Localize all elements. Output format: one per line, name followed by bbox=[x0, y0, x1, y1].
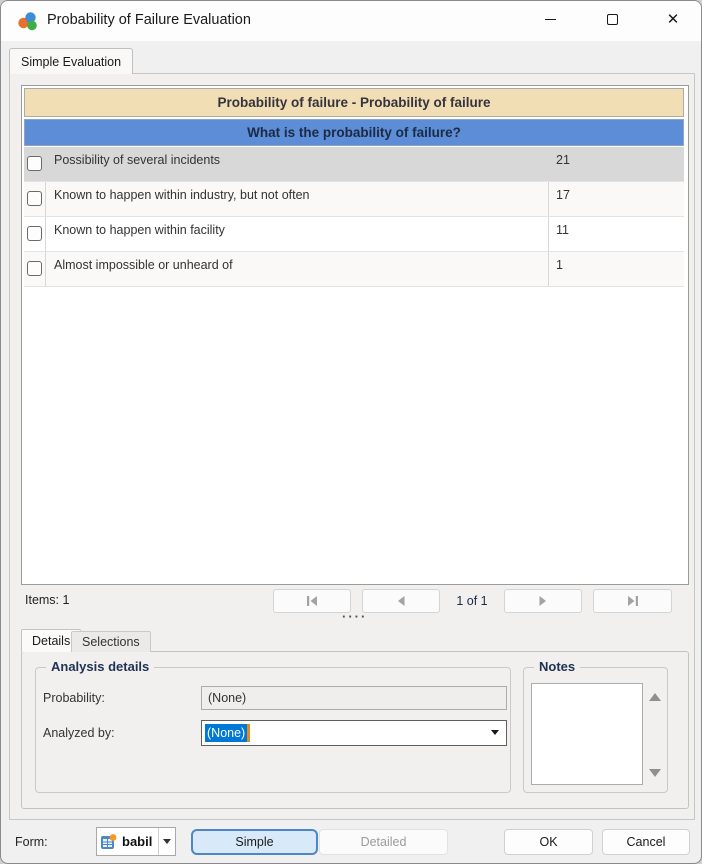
form-user-dropdown[interactable] bbox=[96, 827, 176, 856]
tab-simple-evaluation[interactable] bbox=[9, 48, 133, 74]
scroll-down-icon[interactable] bbox=[649, 769, 661, 777]
detailed-mode-button[interactable] bbox=[319, 829, 448, 855]
title-bar bbox=[1, 1, 702, 41]
question-header: What is the probability of failure? bbox=[24, 119, 684, 146]
row-value: 11 bbox=[548, 217, 684, 251]
maximize-button[interactable] bbox=[590, 3, 634, 35]
last-page-icon bbox=[626, 595, 640, 607]
splitter-handle[interactable]: ···· bbox=[342, 609, 368, 624]
close-icon: ✕ bbox=[666, 10, 680, 28]
form-grid-icon bbox=[100, 833, 118, 851]
scroll-up-icon[interactable] bbox=[649, 693, 661, 701]
probability-label: Probability: bbox=[43, 691, 105, 705]
analyzed-by-selected-value: (None) bbox=[207, 726, 246, 740]
form-label: Form: bbox=[15, 835, 48, 849]
ok-label: OK bbox=[539, 835, 558, 849]
chevron-down-icon bbox=[163, 839, 171, 844]
checkbox-cell bbox=[24, 252, 46, 286]
simple-mode-button[interactable] bbox=[191, 829, 318, 855]
analyzed-by-label: Analyzed by: bbox=[43, 726, 115, 740]
tab-selections-label: Selections bbox=[82, 635, 140, 649]
question-rows bbox=[24, 147, 684, 287]
form-user-name: babil bbox=[122, 834, 153, 849]
row-checkbox[interactable] bbox=[27, 191, 42, 206]
row-value: 21 bbox=[548, 147, 684, 181]
tab-simple-evaluation-label: Simple Evaluation bbox=[21, 54, 122, 69]
chevron-down-icon[interactable] bbox=[491, 730, 499, 735]
checkbox-cell bbox=[24, 217, 46, 251]
row-label: Almost impossible or unheard of bbox=[54, 258, 233, 272]
notes-textarea[interactable] bbox=[531, 683, 643, 785]
minimize-icon bbox=[545, 19, 556, 20]
analysis-details-group-title: Analysis details bbox=[46, 659, 154, 674]
row-value: 17 bbox=[548, 182, 684, 216]
row-checkbox[interactable] bbox=[27, 156, 42, 171]
row-label: Possibility of several incidents bbox=[54, 153, 221, 167]
probability-field: (None) bbox=[201, 686, 507, 710]
table-row[interactable] bbox=[24, 182, 684, 217]
checkbox-cell bbox=[24, 182, 46, 216]
table-row[interactable] bbox=[24, 217, 684, 252]
cancel-label: Cancel bbox=[626, 835, 666, 849]
detailed-mode-label: Detailed bbox=[360, 835, 407, 849]
simple-mode-label: Simple bbox=[235, 835, 274, 849]
row-value: 1 bbox=[548, 252, 684, 286]
question-table bbox=[21, 85, 689, 585]
close-button[interactable] bbox=[651, 3, 695, 35]
analyzed-by-combobox[interactable] bbox=[201, 720, 507, 746]
first-page-button[interactable] bbox=[273, 589, 351, 613]
checkbox-cell bbox=[24, 147, 46, 181]
minimize-button[interactable] bbox=[528, 3, 572, 35]
tab-details-label: Details bbox=[32, 634, 71, 648]
question-table-title: Probability of failure - Probability of failure bbox=[24, 88, 684, 117]
items-count-label: Items: 1 bbox=[25, 593, 70, 607]
row-label: Known to happen within industry, but not often bbox=[54, 188, 310, 202]
app-icon bbox=[17, 10, 39, 32]
text-caret bbox=[247, 724, 250, 742]
notes-group-title: Notes bbox=[534, 659, 580, 674]
next-page-button[interactable] bbox=[504, 589, 582, 613]
table-row[interactable] bbox=[24, 147, 684, 182]
previous-page-icon bbox=[395, 595, 407, 607]
last-page-button[interactable] bbox=[593, 589, 672, 613]
tab-selections[interactable] bbox=[71, 631, 151, 652]
page-indicator: 1 of 1 bbox=[456, 594, 488, 608]
table-row[interactable] bbox=[24, 252, 684, 287]
row-label: Known to happen within facility bbox=[54, 223, 225, 237]
window-title: Probability of Failure Evaluation bbox=[47, 12, 251, 28]
ok-button[interactable] bbox=[504, 829, 593, 855]
first-page-icon bbox=[305, 595, 319, 607]
row-checkbox[interactable] bbox=[27, 226, 42, 241]
next-page-icon bbox=[537, 595, 549, 607]
form-dropdown-arrow[interactable] bbox=[158, 828, 175, 855]
maximize-icon bbox=[607, 14, 618, 25]
cancel-button[interactable] bbox=[602, 829, 690, 855]
row-checkbox[interactable] bbox=[27, 261, 42, 276]
